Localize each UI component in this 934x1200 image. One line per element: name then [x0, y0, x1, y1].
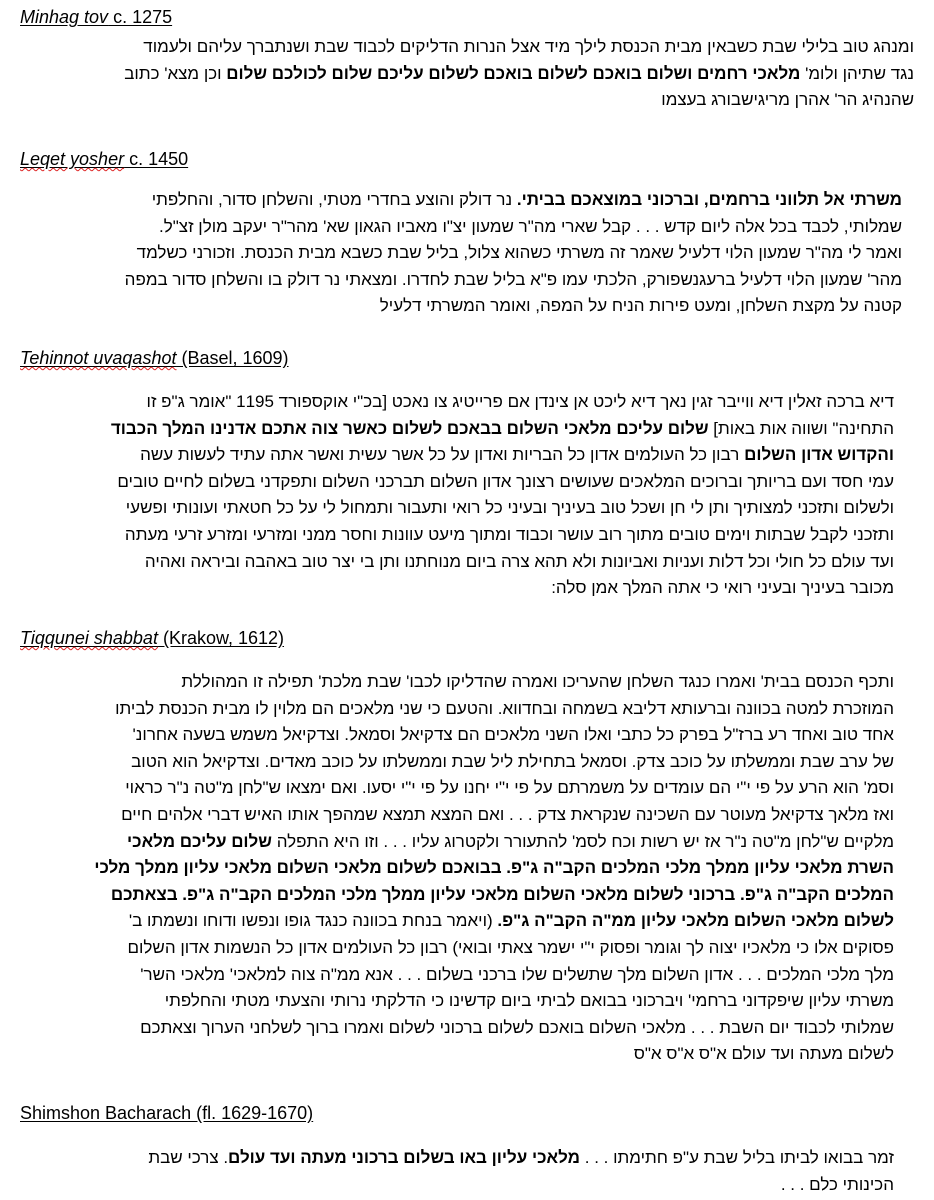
text-run: מהר' שמעון הלוי דלעיל ברעגנשפורק, הלכתי עמו פ"א בליל שבת לחדרו. ומצאתי נר דולק בו והשלחן סדור במפה	[124, 269, 902, 289]
section-paragraph	[20, 34, 914, 114]
text-run: מכובר בעיניך ובעיני רואי כי אתה המלך אמן סלה:	[551, 578, 894, 598]
text-line	[20, 575, 894, 602]
bold-quote: שלום עליכם מלאכי השלום בבאכם לשלום כאשר צוה אתכם אדנינו המלך הכבוד	[110, 418, 709, 438]
text-run: נגד שתיהן ולומ'	[800, 63, 914, 83]
text-run: זמר בבואו לביתו בליל שבת ע"פ חתימתו . . .	[580, 1148, 894, 1167]
text-run: אחד טוב ואחד רע ברז"ל בפרק כל כתבי ואלו השני מלאכים הם צדקיאל וסמאל. וצדקיאל משמש בשעה אחרונ'	[132, 725, 894, 745]
text-line	[20, 1172, 894, 1199]
text-line	[20, 442, 894, 469]
text-line	[20, 1145, 894, 1172]
text-run: (ויאמר בנחת בכוונה כנגד גופו ונפשו ודוחו ונשמתו ב'	[128, 911, 498, 931]
text-run: התחינה" ושווה אות באות]	[708, 418, 894, 438]
text-line	[20, 267, 902, 294]
text-line	[20, 187, 902, 214]
bold-quote: והקדוש אדון השלום	[744, 445, 894, 465]
source-date: c. 1450	[124, 149, 189, 169]
text-run: ומנהג טוב בלילי שבת כשבאין מבית הכנסת לילך מיד אצל הנרות הדליקים לכבוד שבת ושנתברך עליהם ולעמוד	[143, 37, 914, 56]
source-title: Shimshon Bacharach (fl. 1629-1670)	[20, 1103, 314, 1123]
text-run: לשלום מעתה ועד עולם א"ס א"ס א"ס	[633, 1044, 894, 1064]
section-minhag-tov-text	[20, 34, 914, 114]
section-heading	[20, 346, 914, 370]
text-run: מלך מלכי המלכים . . . אדון השלום מלך שתשלים שלו ברכני בשלום . . . אנא ממ"ה צוה למלאכי' מלאכי השר'	[140, 964, 894, 984]
section-paragraph	[20, 187, 914, 320]
text-run: הכינותי כלם . . .	[780, 1174, 894, 1194]
section-tehinnot-text	[20, 389, 914, 602]
text-line	[20, 988, 894, 1015]
text-run: רבון כל העולמים אדון כל הבריות ואדון על כל אשר עשית ואשר אתה עתיד לעשות עשה	[140, 445, 745, 465]
section-heading	[20, 1101, 914, 1125]
text-run: של ערב שבת וממשלתו על כוכב צדק. וסמאל בתחילת ליל שבת וממשלתו על כוכב מאדים. וצדקיאל הוא הטוב	[131, 751, 894, 771]
source-date: (Basel, 1609)	[176, 348, 289, 368]
text-line	[20, 522, 894, 549]
text-line	[20, 1041, 894, 1068]
text-line	[20, 34, 914, 61]
text-line	[20, 829, 894, 856]
section-bacharach-text	[20, 1145, 914, 1198]
text-line	[20, 882, 894, 909]
section-bacharach	[20, 1101, 914, 1125]
text-run: ואמר לי מה"ר שמעון הלוי דלעיל שאמר זה משרתי כשהוא צלול, בליל שבת כשבא מבית הכנסת. וזכורני כשלמד	[136, 243, 902, 263]
text-line	[20, 389, 894, 416]
bold-quote: מלאכי רחמים ושלום בואכם לשלום בואכם לשלום עליכם שלום לכולכם שלום	[226, 63, 801, 83]
text-line	[20, 855, 894, 882]
section-leqet-yosher	[20, 147, 914, 171]
bold-quote: השרת מלאכי עליון ממלך מלכי המלכים הקב"ה ג"פ. בבואכם לשלום מלאכי השלום מלאכי עליון ממלך מלכי	[94, 858, 894, 878]
source-title: Leqet yosher	[20, 149, 125, 169]
source-title: Tiqqunei shabbat	[20, 628, 158, 648]
text-run: נר דולק והוצע בחדרי מטתי, והשלחן סדור, והחלפתי	[151, 190, 517, 209]
text-line	[20, 935, 894, 962]
text-run: דיא ברכה זאלין דיא ווייבר זגין נאך דיא ליכט אן צינדן אם פרייטיג צו נאכט [בכ"י אוקספורד 1195 "אומר ג"פ זו	[146, 392, 894, 411]
section-minhag-tov	[20, 5, 914, 29]
source-title: Tehinnot uvaqashot	[20, 348, 177, 368]
text-line	[20, 962, 894, 989]
text-run: ואז מלאך צדקיאל מעוטר עם השכינה שנקראת צדק . . . ואם המצא תמצא שמהפך אותו האיש דברי אלהים חיים	[121, 804, 894, 824]
section-paragraph	[20, 669, 914, 1068]
text-line	[20, 802, 894, 829]
bold-quote: מלאכי עליון באו בשלום ברכוני מעתה ועד עולם	[228, 1148, 581, 1167]
text-line	[20, 214, 902, 241]
text-run: פסוקים אלו כי מלאכיו יצוה לך וגומר ופסוק י"י ישמר צאתי ובואי) רבון כל העולמים אדון כל הנשמות אדון השלום	[127, 937, 894, 957]
text-run: משרתי עליון שיפקדוני ברחמי' ויברכוני בבואם לביתי ביום קדשינו כי הדלקתי נרותי והצעתי מטתי והחלפתי	[164, 991, 894, 1011]
section-paragraph	[20, 389, 914, 602]
section-heading	[20, 626, 914, 650]
section-tiqqunei-text	[20, 669, 914, 1068]
text-line	[20, 87, 914, 114]
bold-quote: המלכים הקב"ה ג"פ. ברכוני לשלום מלאכי השלום מלאכי עליון ממלך מלכי המלכים הקב"ה ג"פ. בצאתכם	[110, 884, 894, 904]
section-heading	[20, 147, 914, 171]
text-line	[20, 495, 894, 522]
section-leqet-yosher-text	[20, 187, 914, 320]
text-run: . צרכי שבת	[148, 1148, 229, 1167]
text-run: שמלותי לכבוד יום השבת . . . מלאכי השלום בואכם לשלום ברכוני לשלום ואמרו ברוך לשלחני הערוך וצאתכם	[140, 1017, 894, 1037]
text-line	[20, 293, 902, 320]
source-date: (Krakow, 1612)	[157, 628, 285, 648]
text-run: ותכף הכנסם בבית' ואמרו כנגד השלחן שהעריכו ואמרה שהדליקו לכבו' שבת מלכת' תפילה זו המהוללת	[181, 672, 894, 691]
text-run: המוזכרת למטה בכוונה וברעותא דליבא בשמחה ובחדווא. והטעם כי שני מלאכים הם מלוין לו מבית הכנסת לביתו	[115, 698, 894, 718]
bold-quote: לשלום מלאכי השלום מלאכי עליון ממ"ה הקב"ה ג"פ.	[497, 911, 894, 931]
text-line	[20, 775, 894, 802]
text-run: ועד עולם כל חולי וכל דלות ועניות ואביונות ולא תהא צרה ביום מנוחתנו ותן בי יצר טוב באהבה וביראה ואהיה	[144, 551, 894, 571]
section-tehinnot	[20, 346, 914, 370]
bold-quote: משרתי אל תלווני ברחמים, וברכוני במוצאכם בביתי.	[516, 190, 902, 209]
text-run: וכן מצא' כתוב	[124, 63, 227, 83]
text-run: ותזכני לקבל שבתות וימים טובים מתוך רוב עושר וכבוד ומתוך מיעט עוונות וחסר ממני ומזרעי ומזרע זרעי מעתה	[124, 524, 894, 544]
text-run: שהנהיג הר' אהרן מריגישבורג בעצמו	[661, 90, 914, 110]
text-run: מלקיים ש"לחן מ"טה נ"ר אז יש רשות וכח לסמ' להתעורר ולקטרוג עליו . . . וזו היא התפלה	[271, 831, 894, 851]
text-run: קטנה על מקצת השלחן, ומעט פירות הניח על המפה, ואומר המשרתי דלעיל	[379, 296, 902, 316]
text-run: שמלותי, לכבד בכל אלה ליום קדש . . . קבל שארי מה"ר שמעון יצ"ו מאביו הגאון שא' מהר"ר יעקב מולן זצ"ל.	[159, 216, 902, 236]
text-line	[20, 469, 894, 496]
text-line	[20, 240, 902, 267]
source-date: c. 1275	[108, 7, 173, 27]
source-title: Minhag tov	[20, 7, 109, 27]
bold-quote: שלום עליכם מלאכי	[127, 831, 272, 851]
text-line	[20, 749, 894, 776]
text-run: ולשלום ותזכני למצותיך ותן לי חן ושכל טוב בעיניך ובעיני כל רואי ותעבור ותמחול לי על כל חטאתי ועונותי ופשעי	[125, 498, 894, 518]
text-line	[20, 416, 894, 443]
text-line	[20, 1015, 894, 1042]
text-line	[20, 669, 894, 696]
text-run: וסמ' הוא הרע על פי י"י הם עומדים על משמרתם על פי י"י יחנו על פי י"י יסעו. ואם ימצאו ש"לחן מ"טה נ"ר כראוי	[125, 778, 894, 798]
text-line	[20, 549, 894, 576]
text-line	[20, 722, 894, 749]
text-line	[20, 908, 894, 935]
section-paragraph	[20, 1145, 914, 1198]
text-line	[20, 696, 894, 723]
text-line	[20, 61, 914, 88]
section-heading	[20, 5, 914, 29]
section-tiqqunei	[20, 626, 914, 650]
text-run: עמי חסד ועם בריותך וברוכים המלאכים שעושים רצונך אדון השלום תברכני השלום ותפקדני בשלום לחיים טובים	[117, 471, 894, 491]
